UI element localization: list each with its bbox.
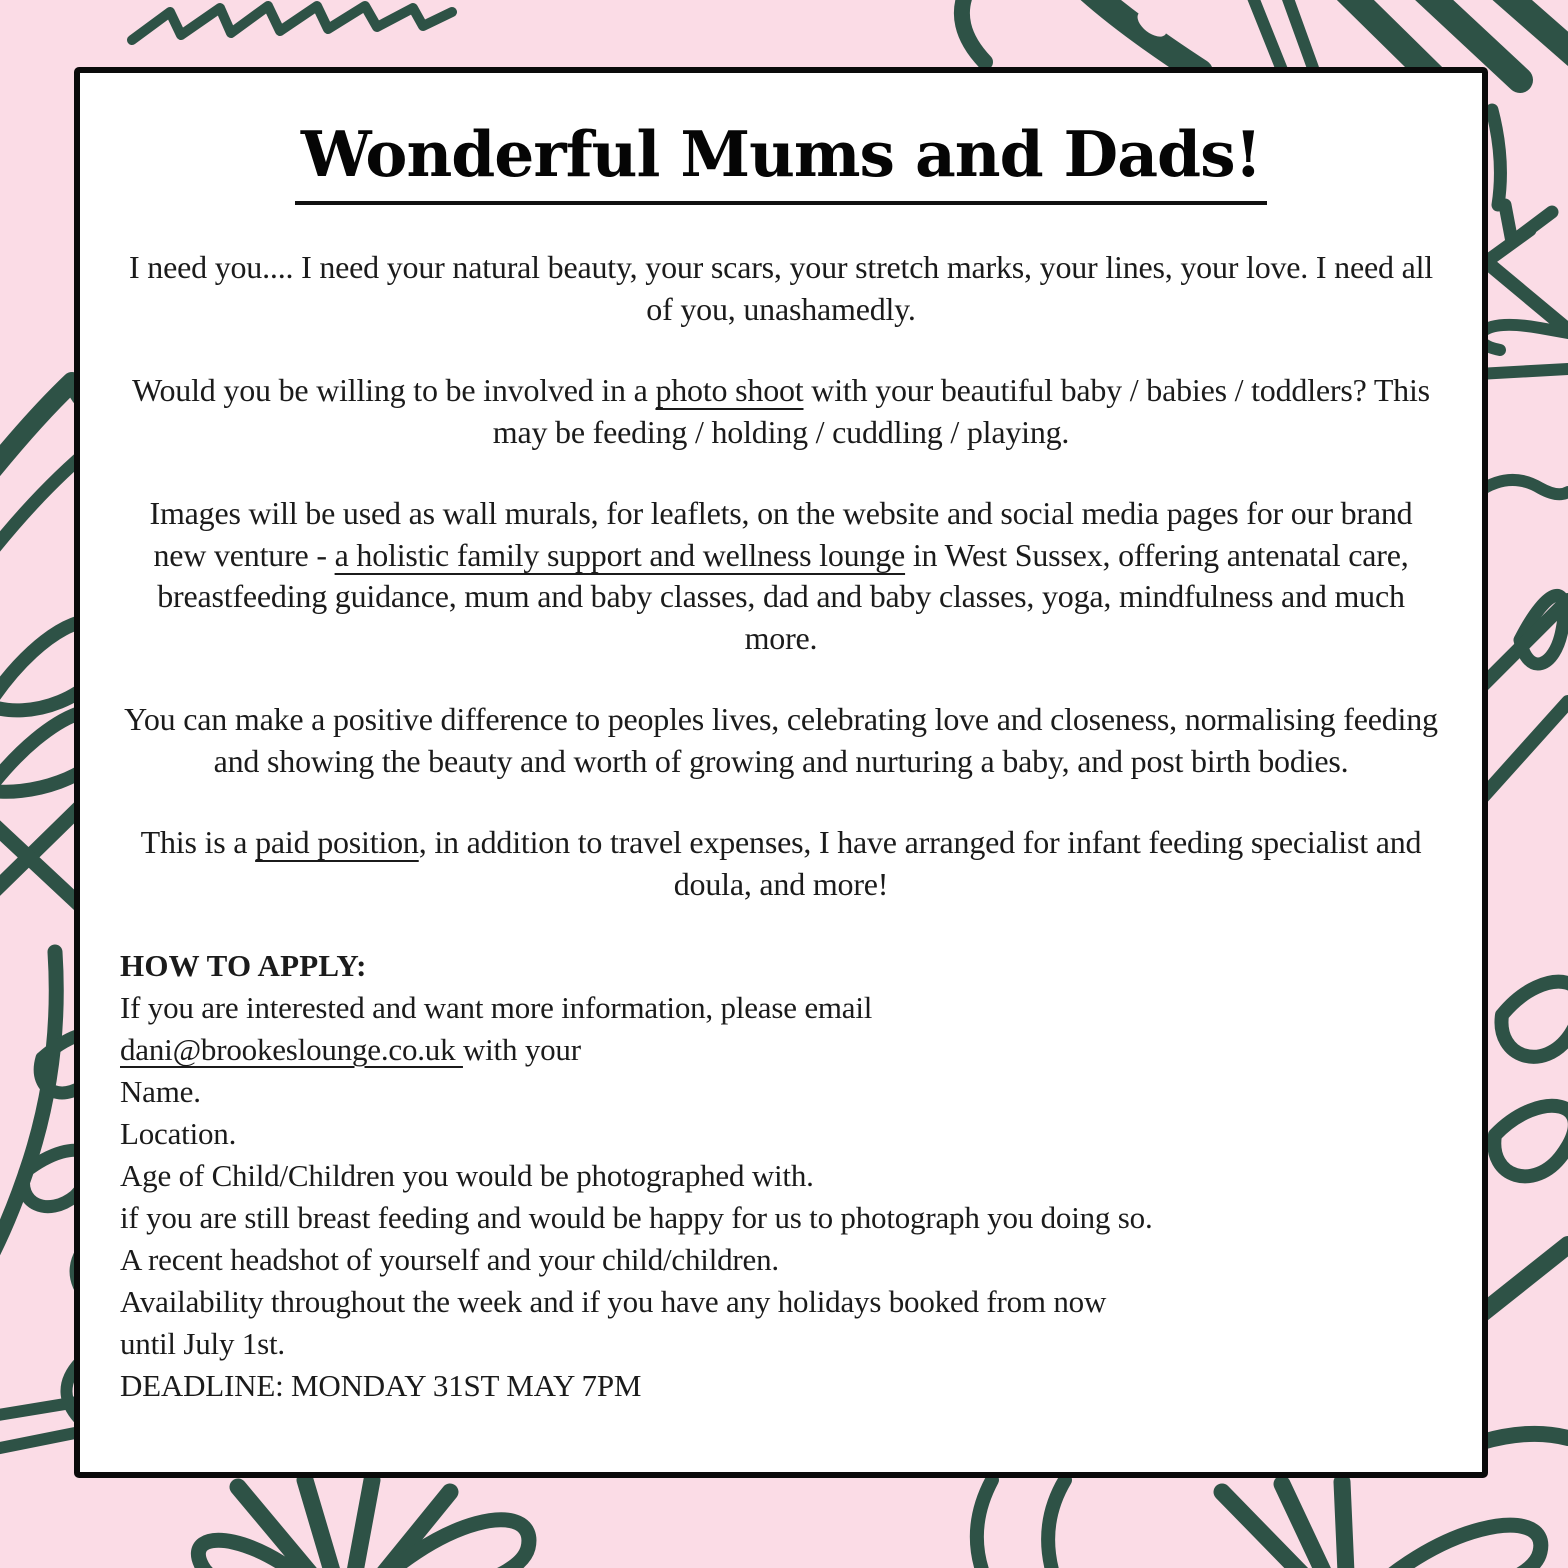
text-segment: DEADLINE: MONDAY 31ST MAY 7PM [120, 1367, 642, 1403]
apply-line [120, 1239, 1442, 1281]
text-segment: I need you.... I need your natural beauty, your scars, your stretch marks, your lines, your love. I need all of you, unashamedly. [129, 249, 1433, 327]
flyer-paragraphs [120, 247, 1442, 906]
text-segment: Availability throughout the week and if you have any holidays booked from now [120, 1283, 1107, 1319]
apply-line [120, 1155, 1442, 1197]
text-segment: A recent headshot of yourself and your child/children. [120, 1241, 779, 1277]
apply-line [120, 1365, 1442, 1407]
title-wrap [120, 117, 1442, 205]
apply-section [120, 945, 1442, 1407]
text-segment: You can make a positive difference to peoples lives, celebrating love and closeness, normalising feeding and showing the beauty and worth of growing and nurturing a baby, and post birth bodies. [124, 701, 1438, 780]
text-segment: If you are interested and want more information, please email [120, 989, 873, 1025]
flyer-card [74, 67, 1488, 1478]
text-segment: Would you be willing to be involved in a [132, 371, 656, 408]
email-link[interactable]: dani@brookeslounge.co.uk [120, 1031, 463, 1067]
flyer-paragraph [120, 247, 1442, 331]
text-segment: if you are still breast feeding and would be happy for us to photograph you doing so. [120, 1199, 1153, 1235]
text-segment: Images will be used as wall murals, for leaflets, on the website and social media pages for our brand new venture - [149, 494, 1413, 573]
apply-lines [120, 987, 1442, 1407]
text-segment: This is a [140, 824, 256, 861]
underlined-text: photo shoot [655, 371, 804, 408]
apply-line [120, 1113, 1442, 1155]
apply-line [120, 1323, 1442, 1365]
apply-heading: HOW TO APPLY: [120, 947, 367, 983]
underlined-text: paid position [255, 824, 419, 861]
flyer-paragraph [120, 370, 1442, 454]
text-segment: Age of Child/Children you would be photographed with. [120, 1157, 814, 1193]
text-segment: with your [462, 1031, 581, 1067]
apply-line [120, 1071, 1442, 1113]
flyer-paragraph [120, 699, 1442, 783]
flyer-title: Wonderful Mums and Dads! [295, 117, 1267, 205]
apply-line [120, 1029, 1442, 1071]
apply-line [120, 987, 1442, 1029]
text-segment: with your beautiful baby / babies / toddlers? This may be feeding / holding / cuddling / playing. [492, 371, 1430, 450]
text-segment: Name. [120, 1073, 201, 1109]
zigzag-squiggle [132, 6, 452, 40]
flyer-paragraph [120, 822, 1442, 906]
underlined-text: a holistic family support and wellness lounge [334, 536, 906, 573]
text-segment: , in addition to travel expenses, I have arranged for infant feeding specialist and doula, and more! [418, 824, 1422, 902]
text-segment: Location. [120, 1115, 237, 1151]
apply-line [120, 1281, 1442, 1323]
text-segment: until July 1st. [120, 1325, 285, 1361]
text-segment: in West Sussex, offering antenatal care, breastfeeding guidance, mum and baby classes, dad and baby classes, yoga, mindfulness and much more. [157, 536, 1409, 657]
apply-line [120, 1197, 1442, 1239]
flyer-paragraph [120, 493, 1442, 661]
